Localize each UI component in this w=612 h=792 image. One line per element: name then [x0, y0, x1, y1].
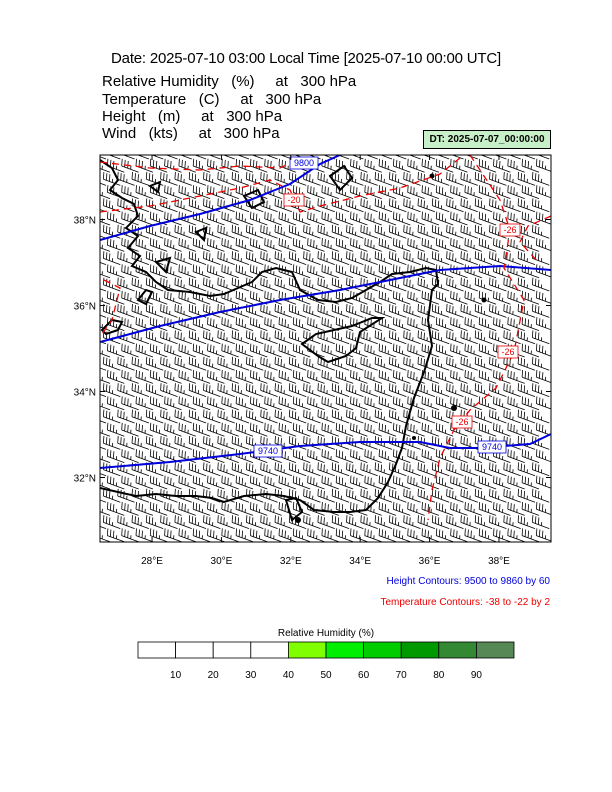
lat-label: 38°N: [73, 215, 96, 227]
legend-label: 80: [433, 670, 445, 681]
lat-label: 32°N: [73, 473, 96, 485]
legend-swatch: [138, 642, 176, 658]
height-label-9740: 9740: [257, 446, 279, 456]
legend-label: 40: [282, 670, 294, 681]
lon-label: 30°E: [210, 556, 233, 567]
temperature-label-minus26-south: -26: [455, 417, 469, 427]
variable-wind: Wind (kts) at 300 hPa: [102, 125, 280, 142]
plot-title: Date: 2025-07-10 03:00 Local Time [2025-07-10 00:00 UTC]: [111, 50, 501, 67]
lon-label: 34°E: [349, 556, 372, 567]
legend-swatch: [326, 642, 364, 658]
legend-label: 20: [207, 670, 219, 681]
variable-temperature: Temperature (C) at 300 hPa: [102, 91, 322, 108]
legend-swatch: [439, 642, 477, 658]
legend-swatch: [364, 642, 402, 658]
temperature-contour-info: Temperature Contours: -38 to -22 by 2: [380, 597, 550, 608]
legend-swatch: [288, 642, 326, 658]
legend-title: Relative Humidity (%): [277, 628, 375, 639]
variable-rh: Relative Humidity (%) at 300 hPa: [102, 73, 357, 90]
height-label-9740-east: 9740: [481, 442, 503, 452]
legend-label: 90: [470, 670, 482, 681]
legend-swatch: [213, 642, 251, 658]
legend-swatch: [176, 642, 214, 658]
height-label-9800: 9800: [293, 158, 315, 168]
legend-swatch: [401, 642, 439, 658]
height-contour-info: Height Contours: 9500 to 9860 by 60: [386, 576, 550, 587]
lon-label: 28°E: [141, 556, 163, 567]
legend-label: 50: [320, 670, 332, 681]
legend-swatch: [476, 642, 514, 658]
lon-label: 36°E: [418, 556, 441, 567]
lon-label: 38°E: [488, 556, 510, 567]
legend-label: 70: [395, 670, 407, 681]
legend-label: 30: [245, 670, 257, 681]
lon-label: 32°E: [279, 556, 302, 567]
dt-badge: DT: 2025-07-07_00:00:00: [423, 130, 551, 149]
lat-label: 34°N: [73, 387, 96, 399]
legend-label: 60: [358, 670, 370, 681]
temperature-label-minus26-mid: -26: [501, 347, 515, 357]
legend-swatch: [251, 642, 289, 658]
variable-height: Height (m) at 300 hPa: [102, 108, 283, 125]
lat-label: 36°N: [73, 301, 96, 313]
temperature-label-minus26: -26: [503, 225, 517, 235]
temperature-label-minus20: -20: [287, 195, 301, 205]
legend-label: 10: [170, 670, 182, 681]
